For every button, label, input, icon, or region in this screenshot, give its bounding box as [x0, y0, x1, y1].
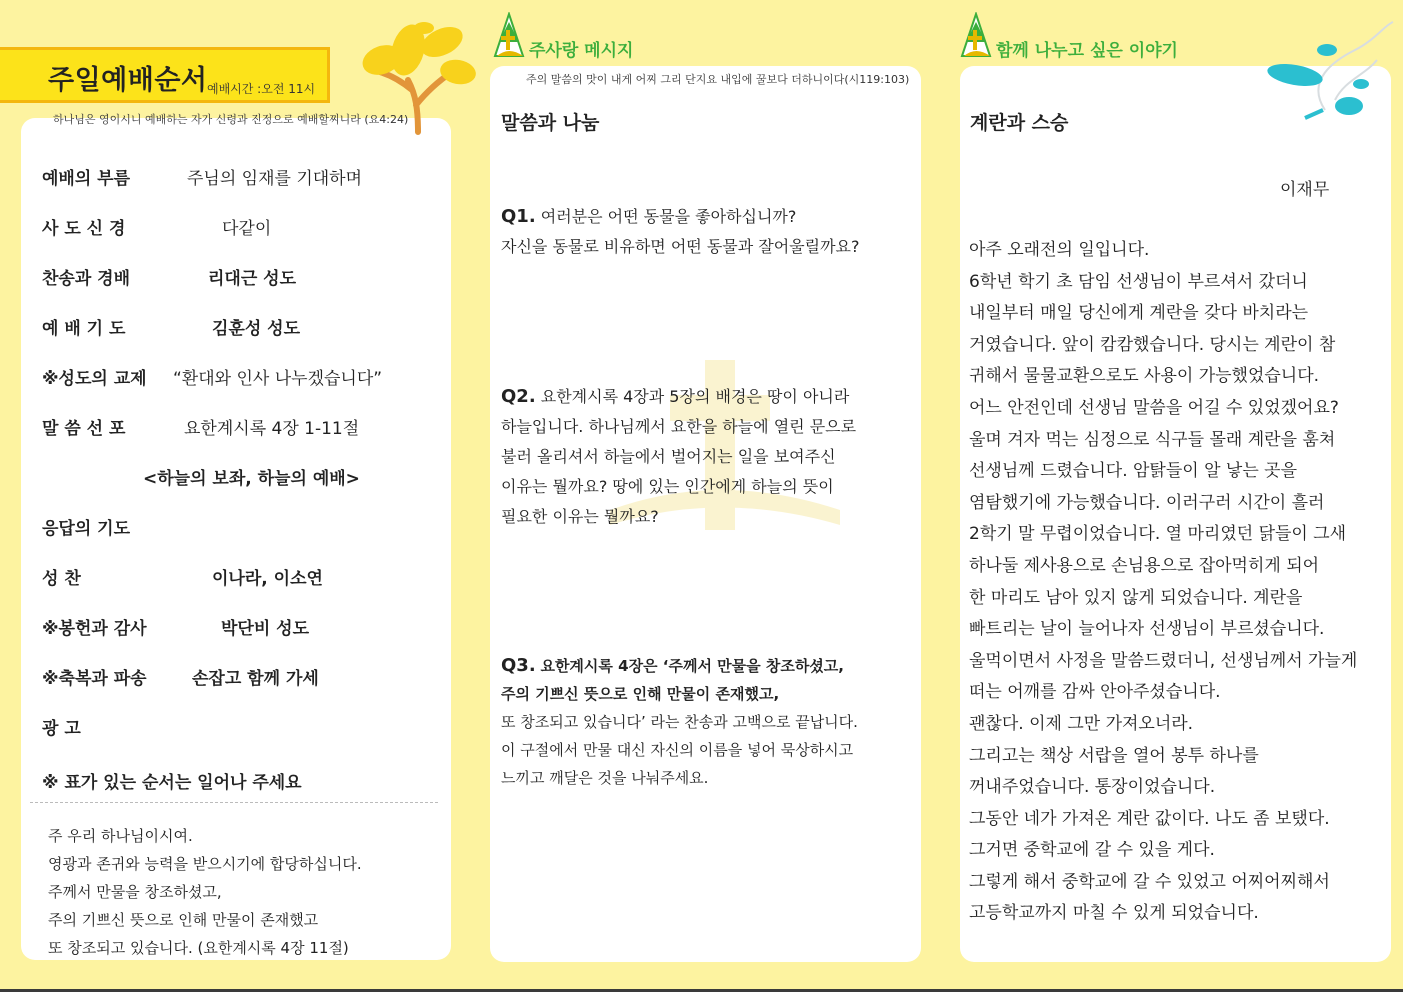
message-title: 말씀과 나눔	[501, 112, 600, 134]
cross-logo-icon	[493, 12, 527, 58]
order-item: ※성도의 교제 “환대와 인사 나누겠습니다”	[42, 369, 383, 389]
order-item: 응답의 기도	[42, 519, 131, 539]
order-item: 사 도 신 경 다같이	[42, 219, 272, 239]
closing-verse: 주 우리 하나님이시여. 영광과 존귀와 능력을 받으시기에 합당하십니다. 주께서 만물을 창조하셨고, 주의 기쁘신 뜻으로 인해 만물이 존재했고 또 창조되고 있습니다. (요한계시록 4장 11절)	[48, 827, 362, 957]
question-1: Q1. 여러분은 어떤 동물을 좋아하십니까? 자신을 동물로 비유하면 어떤 동물과 잘어울릴까요?	[501, 206, 860, 256]
order-item: 예배의 부름 주님의 임재를 기대하며	[42, 169, 363, 189]
order-item: 광 고	[42, 719, 81, 739]
story-author: 이재무	[1280, 180, 1330, 200]
order-item: 예 배 기 도 김훈성 성도	[42, 319, 301, 339]
order-item: ※봉헌과 감사 박단비 성도	[42, 619, 310, 639]
standing-note: ※ 표가 있는 순서는 일어나 주세요	[42, 773, 302, 793]
order-item: 말 씀 선 포 요한계시록 4장 1-11절	[42, 419, 360, 439]
worship-time: 예배시간 :오전 11시	[207, 82, 316, 96]
order-item: 성 찬 이나라, 이소연	[42, 569, 323, 589]
header-verse: 하나님은 영이시니 예배하는 자가 신령과 진정으로 예배할찌니라 (요4:24)	[53, 113, 409, 126]
section-title: 함께 나누고 싶은 이야기	[996, 41, 1178, 61]
order-item: 찬송과 경배 리대근 성도	[42, 269, 297, 289]
divider	[30, 802, 438, 803]
sermon-title: <하늘의 보좌, 하늘의 예배>	[143, 469, 360, 489]
story-title: 계란과 스승	[970, 112, 1069, 134]
order-item: ※축복과 파송 손잡고 함께 가세	[42, 669, 319, 689]
swirl-decoration-icon	[1265, 20, 1399, 130]
question-2: Q2. 요한계시록 4장과 5장의 배경은 땅이 아니라 하늘입니다. 하나님께서 요한을 하늘에 열린 문으로 불러 올리셔서 하늘에서 벌어지는 일을 보여주신 이유는 뭘까요? 땅에 있는 인간에게 하늘의 뜻이 필요한 이유는 뭘까요?	[501, 386, 857, 526]
tree-icon	[360, 20, 480, 135]
cross-logo-icon	[960, 12, 994, 58]
question-3: Q3. 요한계시록 4장은 ‘주께서 만물을 창조하셨고, 주의 기쁘신 뜻으로 인해 만물이 존재했고, 또 창조되고 있습니다’ 라는 찬송과 고백으로 끝납니다. 이 구절에서 만물 대신 자신의 이름을 넣어 묵상하시고 느끼고 깨달은 것을 나눠주세요.	[501, 655, 858, 787]
message-verse: 주의 말씀의 맛이 내게 어찌 그리 단지요 내입에 꿀보다 더하니이다(시119:103)	[526, 73, 910, 86]
story-body: 아주 오래전의 일입니다. 6학년 학기 초 담임 선생님이 부르셔서 갔더니 내일부터 매일 당신에게 계란을 갖다 바치라는 거였습니다. 앞이 캄캄했습니다. 당시는 계란이 참 귀해서 물물교환으로도 사용이 가능했었습니다. 어느 안전인데 선생님 말씀을 어길 수 있었겠어요? 울며 겨자 먹는 심정으로 식구들 몰래 계란을 훔쳐 선생님께 드렸습니다. 암탉들이 알 낳는 곳을 염탐했기에 가능했습니다. 이러구러 시간이 흘러 2학기 말 무렵이었습니다. 열 마리였던 닭들이 그새 하나둘 제사용으로 손님용으로 잡아먹히게 되어 한 마리도 남아 있지 않게 되었습니다. 계란을 빠트리는 날이 늘어나자 선생님이 부르셨습니다. 울먹이면서 사정을 말씀드렸더니, 선생님께서 가늘게 떠는 어깨를 감싸 안아주셨습니다. 괜찮다. 이제 그만 가져오너라. 그리고는 책상 서랍을 열어 봉투 하나를 꺼내주었습니다. 통장이었습니다. 그동안 네가 가져온 계란 값이다. 나도 좀 보탰다. 그거면 중학교에 갈 수 있을 게다. 그렇게 해서 중학교에 갈 수 있었고 어찌어찌해서 고등학교까지 마칠 수 있게 되었습니다.	[969, 240, 1358, 924]
section-title: 주사랑 메시지	[529, 41, 634, 61]
page-title: 주일예배순서	[48, 65, 208, 96]
